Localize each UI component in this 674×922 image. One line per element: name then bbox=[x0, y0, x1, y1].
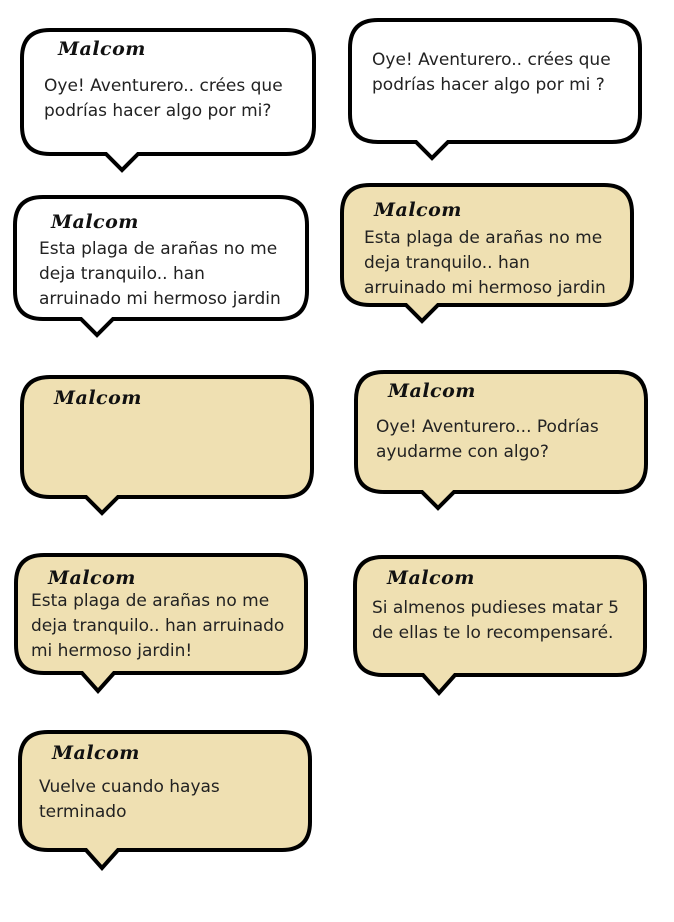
speaker-name: Malcom bbox=[51, 211, 139, 233]
speaker-name: Malcom bbox=[58, 38, 146, 60]
dialogue-text: Oye! Aventurero... Podrías ayudarme con algo? bbox=[376, 417, 599, 462]
dialogue-text: Esta plaga de arañas no me deja tranquilo.. han arruinado mi hermoso jardin bbox=[39, 239, 281, 309]
dialogue-text: Esta plaga de arañas no me deja tranquilo.. han arruinado mi hermoso jardin bbox=[364, 228, 606, 298]
speech-bubble-2 bbox=[348, 18, 644, 163]
speech-bubble-4 bbox=[340, 183, 636, 328]
speaker-name: Malcom bbox=[48, 567, 136, 589]
dialogue-text: Oye! Aventurero.. crées que podrías hacer algo por mi ? bbox=[372, 50, 611, 95]
speech-bubble-1 bbox=[20, 28, 316, 173]
speech-bubble-3 bbox=[13, 195, 309, 340]
dialogue-text: Vuelve cuando hayas terminado bbox=[39, 777, 220, 822]
speech-bubble-6 bbox=[354, 370, 650, 515]
speech-bubble-8 bbox=[353, 555, 649, 700]
speech-bubble-5 bbox=[20, 375, 316, 520]
speaker-name: Malcom bbox=[387, 567, 475, 589]
dialogue-text: Esta plaga de arañas no me deja tranquilo.. han arruinado mi hermoso jardin! bbox=[31, 591, 285, 661]
dialogue-text: Oye! Aventurero.. crées que podrías hacer algo por mi? bbox=[44, 76, 283, 121]
speaker-name: Malcom bbox=[52, 742, 140, 764]
speaker-name: Malcom bbox=[388, 380, 476, 402]
speech-bubble-9 bbox=[18, 730, 314, 875]
dialogue-text: Si almenos pudieses matar 5 de ellas te lo recompensaré. bbox=[372, 598, 619, 643]
speaker-name: Malcom bbox=[374, 199, 462, 221]
speech-bubble-7 bbox=[14, 553, 310, 698]
speaker-name: Malcom bbox=[54, 387, 142, 409]
